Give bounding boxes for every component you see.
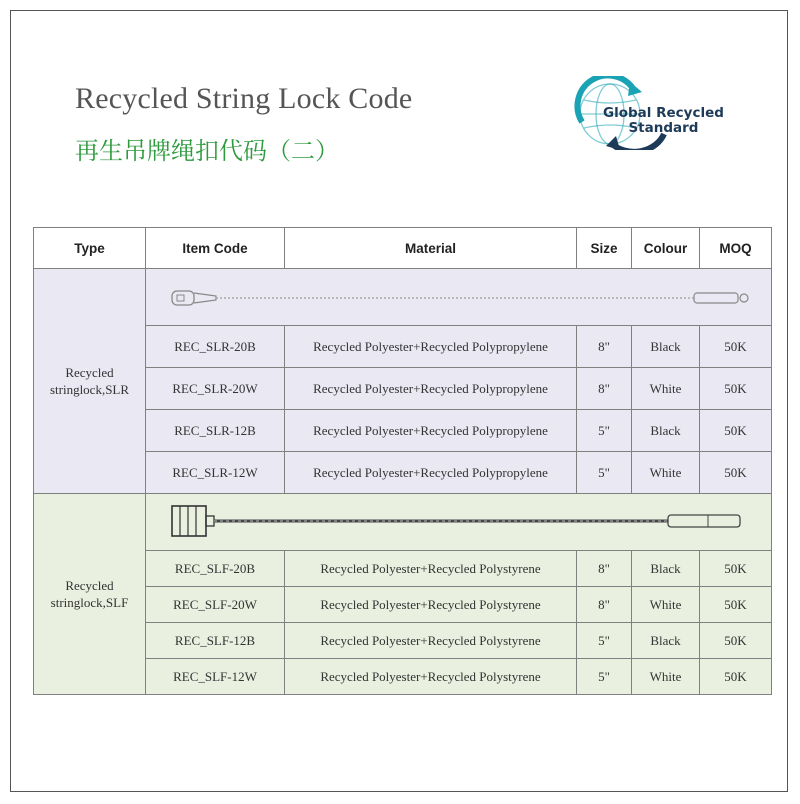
material-cell: Recycled Polyester+Recycled Polypropylene: [285, 368, 577, 410]
size-cell: 8": [577, 326, 632, 368]
slf-stringlock-image: [168, 500, 768, 544]
page-title: Recycled String Lock Code: [75, 82, 413, 115]
item-code-cell: REC_SLR-12W: [146, 452, 285, 494]
moq-cell: 50K: [700, 659, 772, 695]
colour-cell: White: [632, 587, 700, 623]
item-code-cell: REC_SLR-20B: [146, 326, 285, 368]
col-header-material: Material: [285, 228, 577, 269]
moq-cell: 50K: [700, 410, 772, 452]
col-header-size: Size: [577, 228, 632, 269]
size-cell: 5": [577, 659, 632, 695]
colour-cell: Black: [632, 410, 700, 452]
logo-text: Global Recycled Standard: [603, 105, 724, 136]
moq-cell: 50K: [700, 326, 772, 368]
item-code-cell: REC_SLF-12B: [146, 623, 285, 659]
material-cell: Recycled Polyester+Recycled Polystyrene: [285, 551, 577, 587]
moq-cell: 50K: [700, 452, 772, 494]
size-cell: 5": [577, 452, 632, 494]
material-cell: Recycled Polyester+Recycled Polypropylene: [285, 452, 577, 494]
string-lock-code-table: [33, 227, 772, 695]
slf-image-row: [34, 494, 772, 551]
material-cell: Recycled Polyester+Recycled Polypropylene: [285, 410, 577, 452]
item-code-cell: REC_SLF-12W: [146, 659, 285, 695]
colour-cell: Black: [632, 623, 700, 659]
col-header-type: Type: [34, 228, 146, 269]
size-cell: 8": [577, 587, 632, 623]
colour-cell: Black: [632, 551, 700, 587]
material-cell: Recycled Polyester+Recycled Polystyrene: [285, 659, 577, 695]
size-cell: 5": [577, 410, 632, 452]
moq-cell: 50K: [700, 587, 772, 623]
colour-cell: White: [632, 368, 700, 410]
type-cell-slr: Recycled stringlock,SLR: [34, 269, 146, 494]
moq-cell: 50K: [700, 623, 772, 659]
material-cell: Recycled Polyester+Recycled Polystyrene: [285, 623, 577, 659]
item-code-cell: REC_SLR-12B: [146, 410, 285, 452]
size-cell: 8": [577, 551, 632, 587]
item-code-cell: REC_SLF-20B: [146, 551, 285, 587]
size-cell: 5": [577, 623, 632, 659]
slf-product-image-cell: [146, 494, 772, 551]
colour-cell: Black: [632, 326, 700, 368]
page-subtitle-chinese: 再生吊牌绳扣代码（二）: [75, 137, 339, 165]
material-cell: Recycled Polyester+Recycled Polypropylene: [285, 326, 577, 368]
type-cell-slf: Recycled stringlock,SLF: [34, 494, 146, 695]
size-cell: 8": [577, 368, 632, 410]
material-cell: Recycled Polyester+Recycled Polystyrene: [285, 587, 577, 623]
table-header-row: [34, 228, 772, 269]
col-header-moq: MOQ: [700, 228, 772, 269]
colour-cell: White: [632, 452, 700, 494]
col-header-colour: Colour: [632, 228, 700, 269]
item-code-cell: REC_SLR-20W: [146, 368, 285, 410]
item-code-cell: REC_SLF-20W: [146, 587, 285, 623]
moq-cell: 50K: [700, 368, 772, 410]
colour-cell: White: [632, 659, 700, 695]
moq-cell: 50K: [700, 551, 772, 587]
slr-image-row: [34, 269, 772, 326]
slr-product-image-cell: [146, 269, 772, 326]
slr-stringlock-image: [166, 277, 766, 317]
col-header-item-code: Item Code: [146, 228, 285, 269]
